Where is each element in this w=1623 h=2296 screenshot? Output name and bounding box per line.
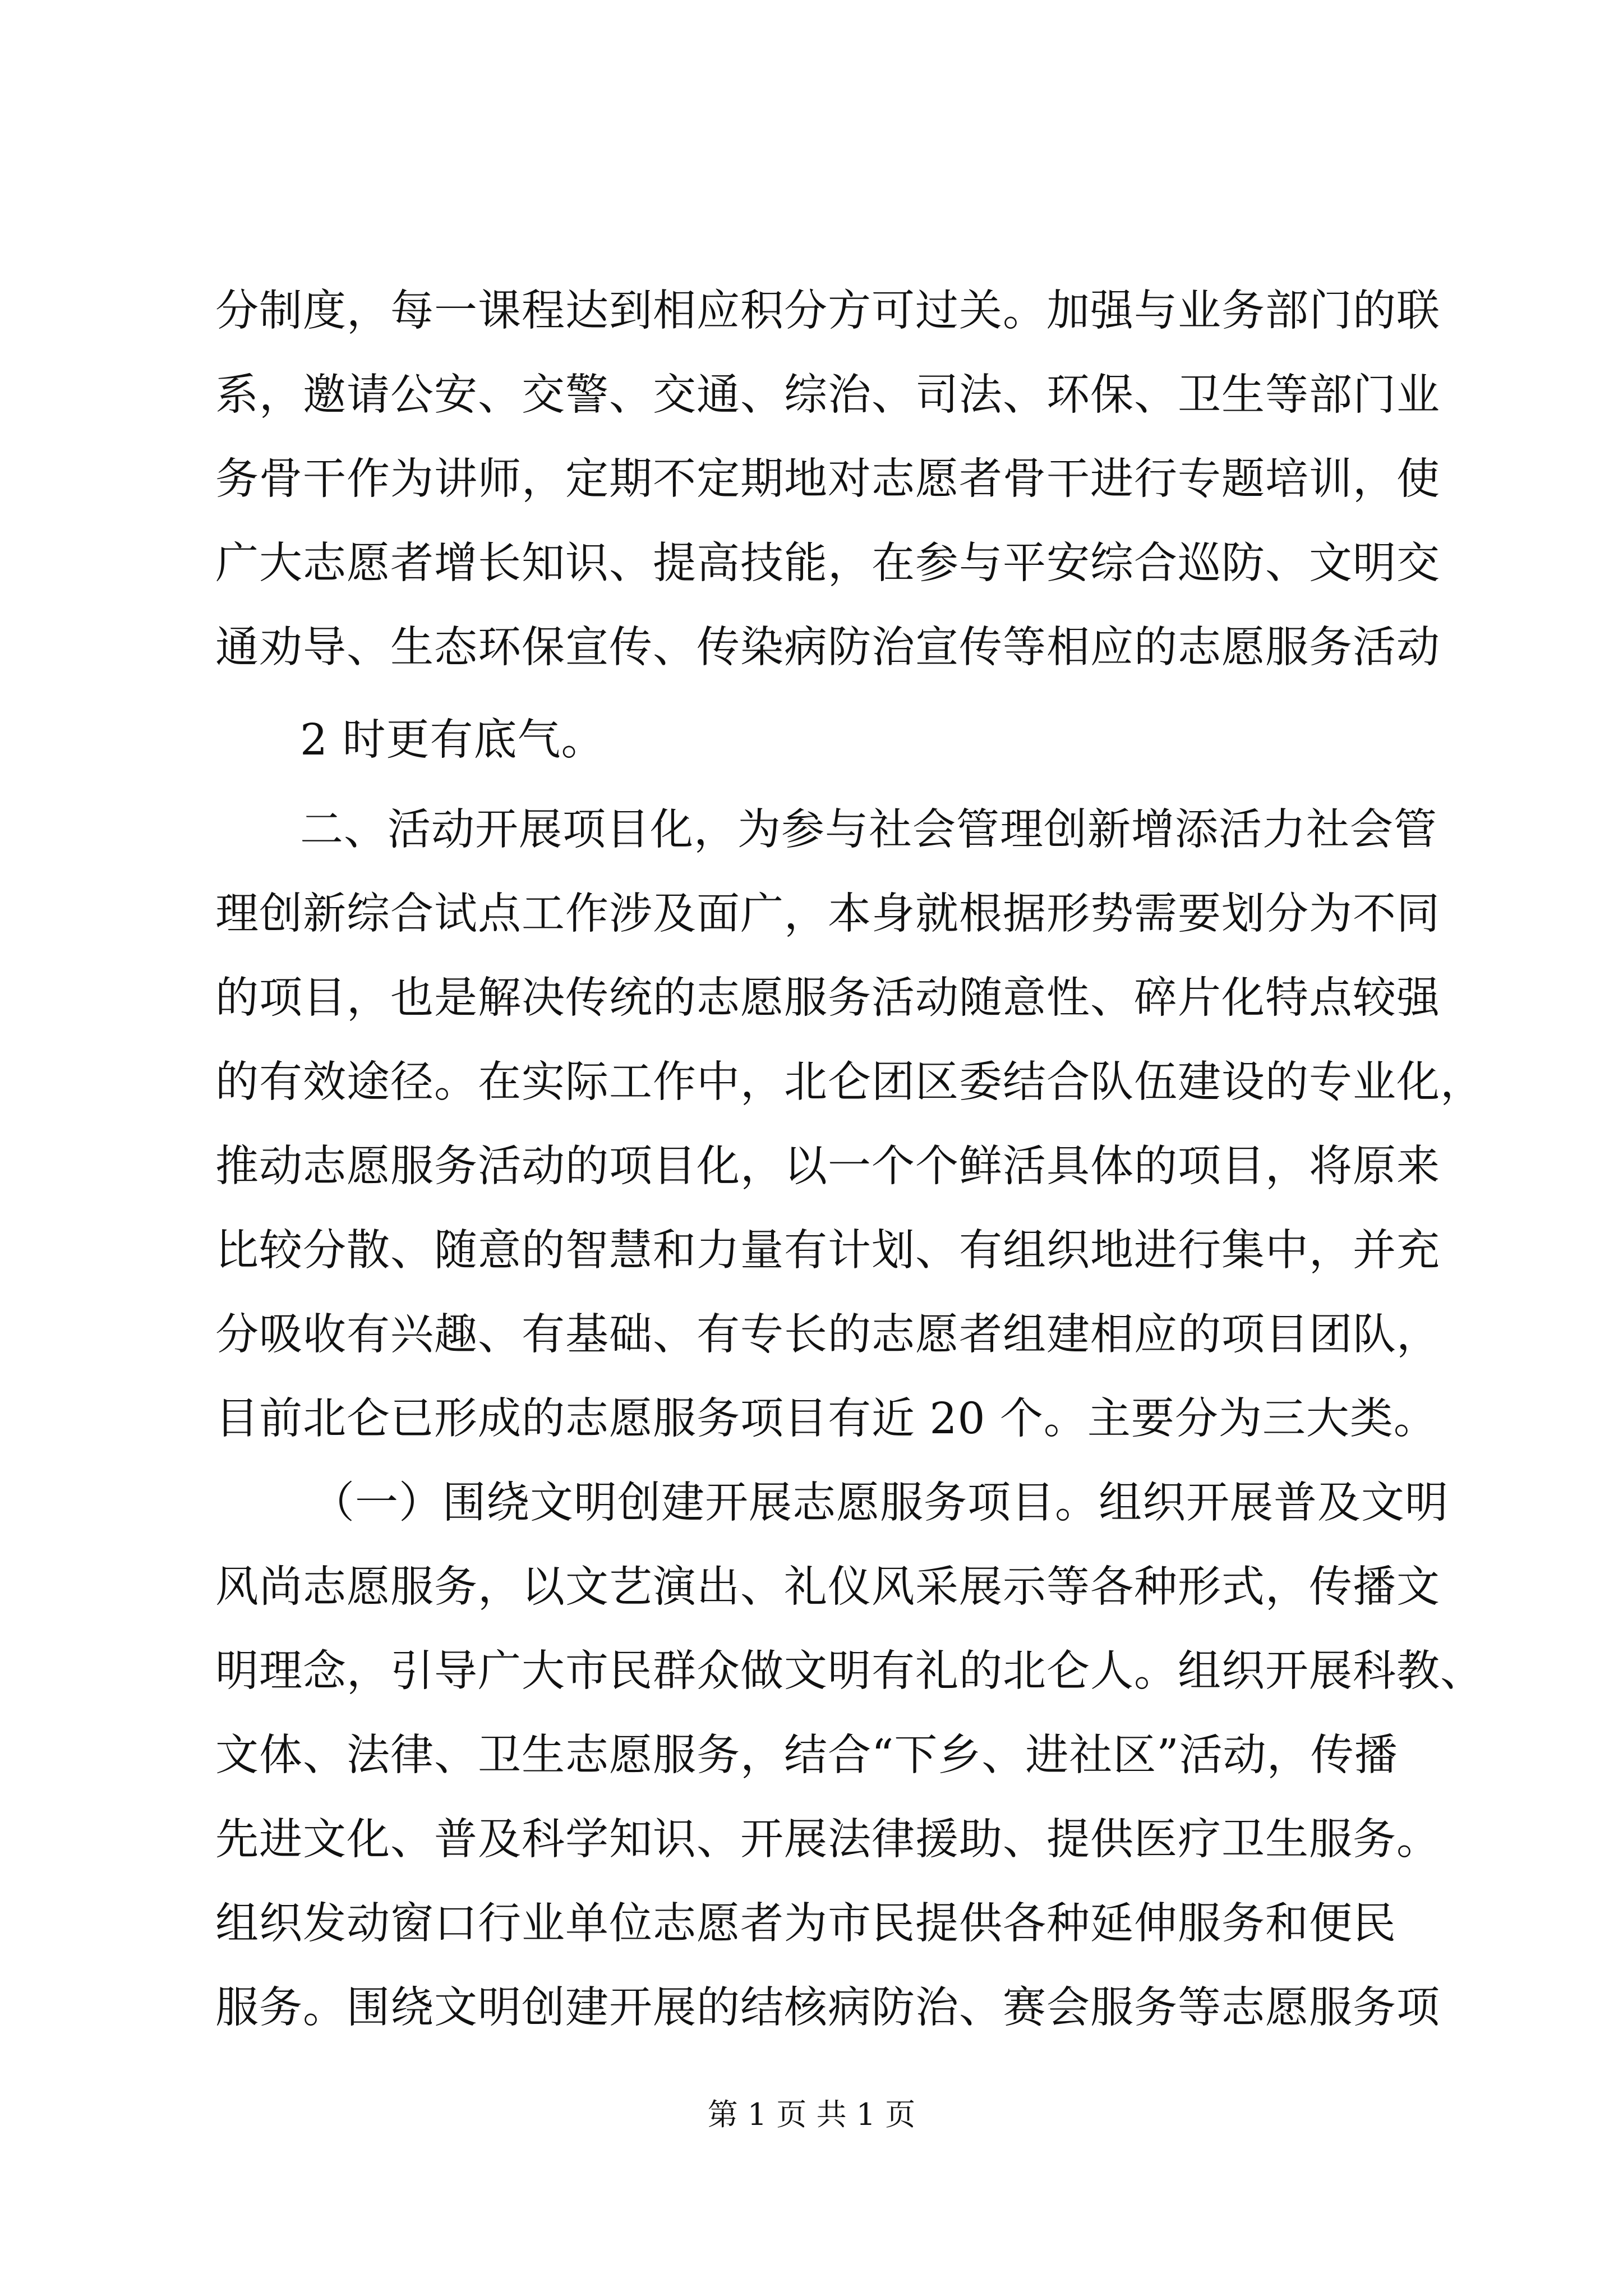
page-number-footer: 第 1 页 共 1 页 (707, 2097, 916, 2132)
text-line: 的项目，也是解决传统的志愿服务活动随意性、碎片化特点较强 (215, 973, 1440, 1023)
text-line: 推动志愿服务活动的项目化，以一个个鲜活具体的项目，将原来 (215, 1142, 1440, 1191)
text-line: 比较分散、随意的智慧和力量有计划、有组织地进行集中，并充 (215, 1226, 1440, 1276)
text-line: 分吸收有兴趣、有基础、有专长的志愿者组建相应的项目团队， (215, 1310, 1440, 1360)
text-line: 广大志愿者增长知识、提高技能，在参与平安综合巡防、文明交 (215, 539, 1440, 588)
text-line: 的有效途径。在实际工作中，北仑团区委结合队伍建设的专业化， (215, 1057, 1484, 1107)
text-line: 务骨干作为讲师，定期不定期地对志愿者骨干进行专题培训，使 (215, 454, 1440, 504)
text-line: 目前北仑已形成的志愿服务项目有近 20 个。主要分为三大类。 (215, 1394, 1437, 1444)
text-line: 系，邀请公安、交警、交通、综治、司法、环保、卫生等部门业 (215, 370, 1440, 420)
text-line: 风尚志愿服务，以文艺演出、礼仪风采展示等各种形式，传播文 (215, 1562, 1440, 1612)
text-line: 明理念，引导广大市民群众做文明有礼的北仑人。组织开展科教、 (215, 1646, 1484, 1696)
text-line: 服务。围绕文明创建开展的结核病防治、赛会服务等志愿服务项 (215, 1983, 1440, 2033)
text-line: 2 时更有底气。 (300, 715, 605, 765)
text-line: 先进文化、普及科学知识、开展法律援助、提供医疗卫生服务。 (215, 1815, 1440, 1865)
text-line: 组织发动窗口行业单位志愿者为市民提供各种延伸服务和便民 (215, 1899, 1396, 1949)
text-line: （一）围绕文明创建开展志愿服务项目。组织开展普及文明 (311, 1478, 1449, 1528)
text-line: 分制度，每一课程达到相应积分方可过关。加强与业务部门的联 (215, 286, 1440, 336)
text-line: 二、活动开展项目化，为参与社会管理创新增添活力社会管 (300, 805, 1437, 855)
text-line: 文体、法律、卫生志愿服务，结合“下乡、进社区”活动，传播 (215, 1731, 1398, 1780)
text-line: 通劝导、生态环保宣传、传染病防治宣传等相应的志愿服务活动 (215, 623, 1440, 673)
text-line: 理创新综合试点工作涉及面广，本身就根据形势需要划分为不同 (215, 889, 1440, 939)
